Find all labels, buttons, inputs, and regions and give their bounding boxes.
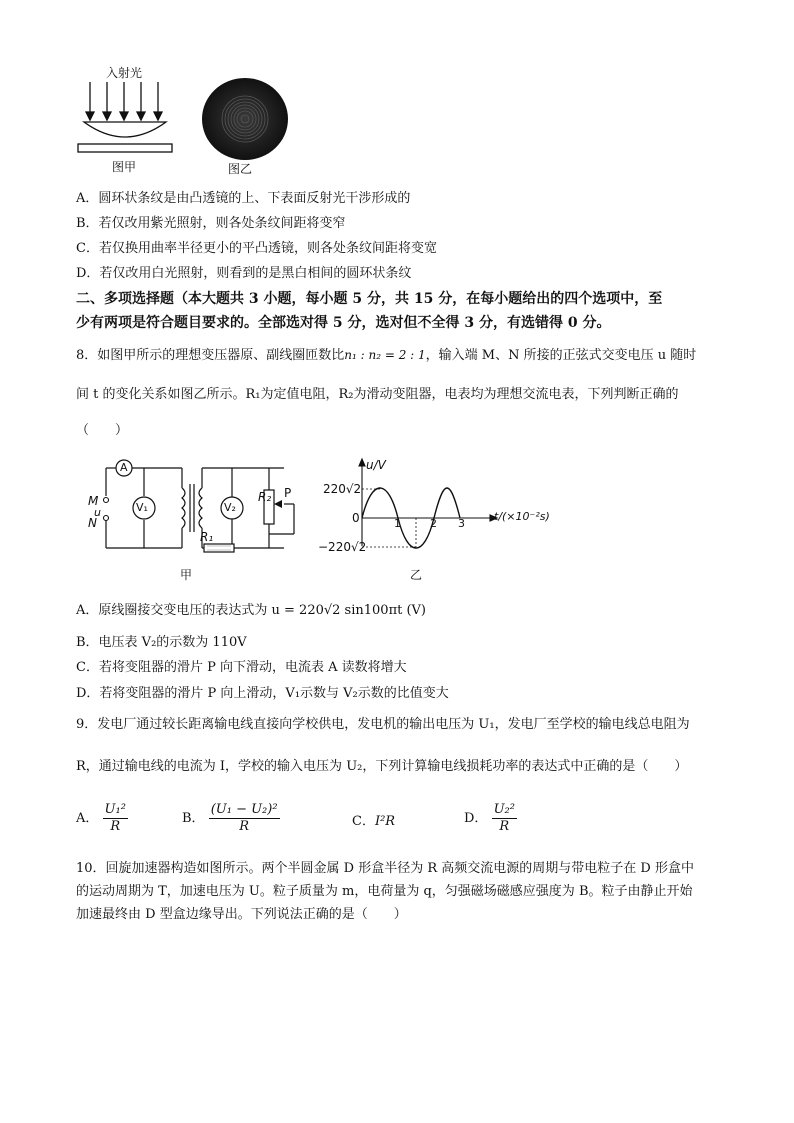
q9-stem-line1: 9．发电厂通过较长距离输电线直接向学校供电，发电机的输出电压为 U₁，发电厂至学校的输电线总电阻为 (76, 717, 690, 732)
q9-option-c-label: C． (352, 814, 375, 829)
rings-pattern (200, 76, 290, 162)
q8-stem-line1 (76, 346, 696, 365)
graph-tick-2: 2 (430, 517, 437, 530)
caption-circuit: 甲 (180, 568, 193, 582)
q9-option-b (182, 802, 280, 835)
q9-option-d-denominator: R (499, 819, 510, 834)
r2-label: R₂ (258, 490, 272, 504)
q9-option-a-denominator: R (110, 819, 121, 834)
caption-graph: 乙 (410, 568, 423, 582)
q9-option-d-numerator: U₂² (493, 802, 515, 817)
graph-ymin-label: −220√2 (318, 540, 367, 554)
v1-label: V₁ (136, 501, 148, 514)
q10-stem-line1: 10．回旋加速器构造如图所示。两个半圆金属 D 形盒半径为 R 高频交流电源的周期与带电粒子在 D 形盒中 (76, 861, 694, 876)
q7-option-d: D．若仅改用白光照射，则看到的是黑白相间的圆环状条纹 (76, 266, 412, 281)
r1-label: R₁ (200, 530, 214, 544)
q7-option-b: B．若仅改用紫光照射，则各处条纹间距将变窄 (76, 216, 346, 231)
q9-option-c-expression: I²R (374, 814, 396, 829)
v2-label: V₂ (224, 501, 236, 514)
q9-option-d (464, 802, 517, 835)
q8-option-b: B．电压表 V₂的示数为 110V (76, 635, 247, 650)
q9-option-b-denominator: R (239, 819, 250, 834)
q9-option-b-numerator: (U₁ − U₂)² (210, 802, 278, 817)
caption-fig-a: 图甲 (112, 160, 137, 174)
q9-option-b-label: B． (182, 811, 205, 826)
graph-tick-3: 3 (458, 517, 465, 530)
q7-option-c: C．若仅换用曲率半径更小的平凸透镜，则各处条纹间距将变宽 (76, 241, 437, 256)
section2-heading-line1: 二、多项选择题（本大题共 3 小题，每小题 5 分，共 15 分，在每小题给出的四个选项中，至 (76, 291, 663, 307)
q9-option-b-fraction (209, 802, 280, 835)
q8-turns-ratio: n₁ : n₂ = 2 : 1 (344, 348, 426, 362)
caption-fig-b: 图乙 (228, 162, 253, 176)
q8-stem-text-b: ，输入端 M、N 所接的正弦式交变电压 u 随时 (425, 348, 697, 363)
q9-stem-line2: R，通过输电线的电流为 I，学校的输入电压为 U₂，下列计算输电线损耗功率的表达式中正确的是（ ） (76, 759, 688, 774)
q10-stem-line3: 加速最终由 D 型盒边缘导出。下列说法正确的是（ ） (76, 907, 407, 922)
terminal-n-label: N (88, 516, 97, 530)
voltage-u-label: u (94, 506, 101, 519)
q9-option-d-label: D． (464, 811, 488, 826)
q8-option-c: C．若将变阻器的滑片 P 向下滑动，电流表 A 读数将增大 (76, 660, 407, 675)
q8-option-d: D．若将变阻器的滑片 P 向上滑动，V₁示数与 V₂示数的比值变大 (76, 686, 449, 701)
terminal-m-label: M (88, 494, 99, 508)
q8-option-a: A．原线圈接交变电压的表达式为 u = 220√2 sin100πt (V) (76, 603, 426, 618)
q9-option-d-fraction (492, 802, 517, 835)
q9-option-a-fraction (103, 802, 128, 835)
circuit-lines (84, 458, 314, 558)
q8-answer-paren: （ ） (76, 423, 129, 438)
graph-xlabel: t/(×10⁻²s) (494, 510, 550, 523)
q10-stem-line2: 的运动周期为 T，加速电压为 U。粒子质量为 m，电荷量为 q，匀强磁场磁感应强度为 B。粒子由静止开始 (76, 884, 693, 899)
graph-zero-label: 0 (352, 511, 360, 525)
q9-option-c (352, 813, 395, 831)
q9-option-a-numerator: U₁² (104, 802, 126, 817)
ammeter-label: A (120, 461, 128, 474)
section2-heading-line2: 少有两项是符合题目要求的。全部选对得 5 分，选对但不全得 3 分，有选错得 0 分。 (76, 315, 611, 331)
graph-ylabel: u/V (366, 458, 386, 472)
q8-stem-line2: 间 t 的变化关系如图乙所示。R₁为定值电阻，R₂为滑动变阻器，电表均为理想交流电表，下列判断正确的 (76, 387, 679, 402)
p-label: P (284, 486, 292, 500)
q7-option-a: A．圆环状条纹是由凸透镜的上、下表面反射光干涉形成的 (76, 191, 411, 206)
q9-option-a-label: A． (76, 811, 99, 826)
incident-light-label: 入射光 (106, 66, 143, 80)
q8-stem-text-a: 8．如图甲所示的理想变压器原、副线圈匝数比 (76, 348, 345, 363)
graph-ymax-label: 220√2 (323, 482, 362, 496)
q9-option-a (76, 802, 128, 835)
graph-tick-1: 1 (394, 517, 401, 530)
